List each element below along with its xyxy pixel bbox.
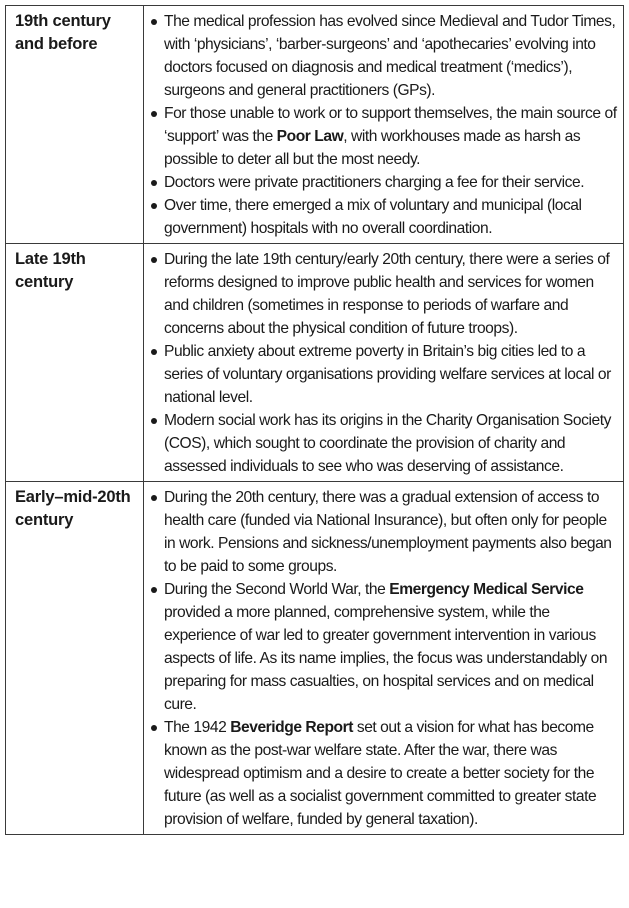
history-table bbox=[5, 5, 624, 835]
content-cell bbox=[144, 244, 624, 482]
bullet-list bbox=[150, 10, 617, 240]
table-row-early-mid-20th-century bbox=[6, 482, 624, 835]
bullet-item: During the Second World War, the Emergency Medical Service provided a more planned, comprehensive system, while the experience of war led to greater government intervention in various aspects of life. As its name implies, the focus was understandably on preparing for mass casualties, on hospital services and on medical cure. bbox=[150, 578, 617, 716]
period-label: Late 19th century bbox=[15, 250, 86, 291]
bullet-item: Over time, there emerged a mix of voluntary and municipal (local government) hospitals with no overall coordination. bbox=[150, 194, 617, 240]
bullet-item: Modern social work has its origins in the Charity Organisation Society (COS), which sought to coordinate the provision of charity and assessed individuals to see who was deserving of assistance. bbox=[150, 409, 617, 478]
bullet-item: The 1942 Beveridge Report set out a vision for what has become known as the post-war welfare state. After the war, there was widespread optimism and a desire to create a better society for the future (as well as a socialist government committed to greater state provision of welfare, funded by general taxation). bbox=[150, 716, 617, 831]
bullet-item: Public anxiety about extreme poverty in Britain’s big cities led to a series of voluntary organisations providing welfare services at local or national level. bbox=[150, 340, 617, 409]
bullet-item: For those unable to work or to support themselves, the main source of ‘support’ was the Poor Law, with workhouses made as harsh as possible to deter all but the most needy. bbox=[150, 102, 617, 171]
bullet-list bbox=[150, 248, 617, 478]
period-label: 19th century and before bbox=[15, 12, 111, 53]
key-term-beveridge-report: Beveridge Report bbox=[230, 719, 353, 736]
key-term-poor-law: Poor Law bbox=[276, 128, 344, 145]
bullet-item: The medical profession has evolved since Medieval and Tudor Times, with ‘physicians’, ‘barber-surgeons’ and ‘apothecaries’ evolving into doctors focused on diagnosis and medical treatment (‘medics’), surgeons and general practitioners (GPs). bbox=[150, 10, 617, 102]
table-row-late-19th-century bbox=[6, 244, 624, 482]
bullet-list bbox=[150, 486, 617, 831]
table-row-19th-century bbox=[6, 6, 624, 244]
content-cell bbox=[144, 482, 624, 835]
content-cell bbox=[144, 6, 624, 244]
bullet-item: During the late 19th century/early 20th century, there were a series of reforms designed to improve public health and services for women and children (sometimes in response to periods of warfare and concerns about the physical condition of future troops). bbox=[150, 248, 617, 340]
bullet-item: During the 20th century, there was a gradual extension of access to health care (funded via National Insurance), but often only for people in work. Pensions and sickness/unemployment payments also began to be paid to some groups. bbox=[150, 486, 617, 578]
period-cell bbox=[6, 244, 144, 482]
bullet-item: Doctors were private practitioners charging a fee for their service. bbox=[150, 171, 617, 194]
period-cell bbox=[6, 6, 144, 244]
period-label: Early–mid-20th century bbox=[15, 488, 131, 529]
period-cell bbox=[6, 482, 144, 835]
key-term-emergency-medical-service: Emergency Medical Service bbox=[389, 581, 584, 598]
